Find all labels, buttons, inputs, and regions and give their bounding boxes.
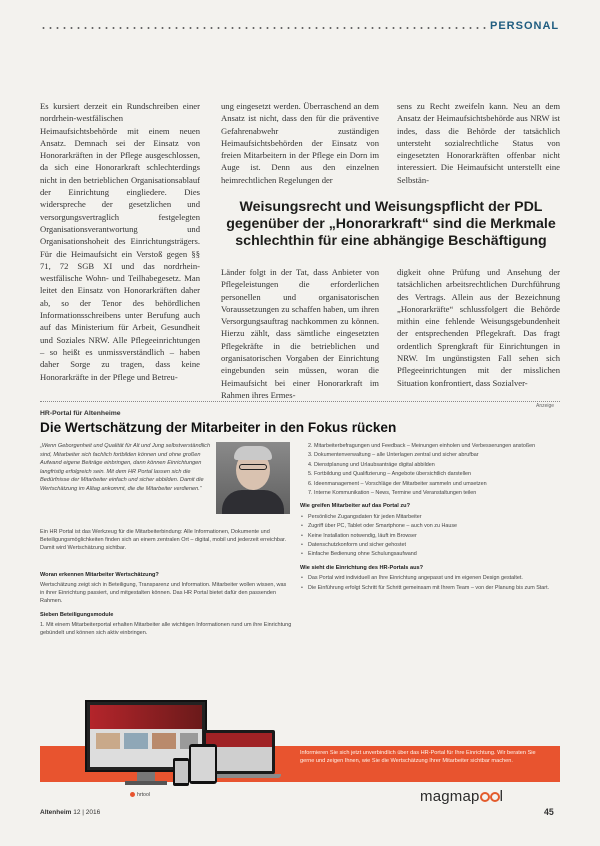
footer-magazine: Altenheim 12 | 2016 (40, 809, 101, 816)
ad-headline: Die Wertschätzung der Mitarbeiter in den Fokus rücken (40, 420, 397, 435)
ad-paragraph-1: Ein HR Portal ist das Werkzeug für die Mitarbeiterbindung: Alle Informationen, Dokumente und Beteiligungsmöglichkeiten finden sich an einem zentralen Ort – digital, mobil und jederzeit erreichbar. Damit wird Wertschätzung sichtbar. (40, 529, 287, 551)
list-item: 3. Dokumentenverwaltung – alle Unterlagen zentral und sicher abrufbar (308, 452, 479, 459)
ad-paragraph-2: Wertschätzung zeigt sich in Beteiligung, Transparenz und Information. Mitarbeiter wollen wissen, was in ihrer Einrichtung passiert, und mitgestalten können. Das HR Portal bietet dafür den passenden Rahmen. (40, 582, 287, 604)
article-column-3: sens zu Recht zweifeln kann. Neu an dem Ansatz der Heimaufsichtsbehörde aus NRW ist indes, dass die Behörde der tatsächlich untersteht sozialrechtliche Status von eingesetzten Honorarkräften offenbar nicht interessiert. Die Heimaufsicht unterstellt eine Selbstän- (397, 101, 560, 185)
module-list (300, 442, 562, 497)
list-item: • Persönliche Zugangsdaten für jeden Mitarbeiter (300, 513, 562, 521)
ad-divider (40, 401, 560, 402)
list-item: 4. Dienstplanung und Urlaubsanträge digital abbilden (308, 461, 435, 468)
article-column-2: ung eingesetzt werden. Überraschend an dem Ansatz ist nicht, dass den für die präventive Gefahrenabwehr zuständigen Heimaufsichtsbehörden der Einsatz von freien Mitarbeitern in der Pflege ein Dorn im Auge ist. Denn aus den einzelnen heimrechtlichen Regelungen der (221, 101, 379, 185)
list-item: • Zugriff über PC, Tablet oder Smartphone – auch von zu Hause (300, 522, 562, 530)
article-column-1: Es kursiert derzeit ein Rundschreiben einer nordrhein-westfälischen Heimaufsichtsbehörde mit einem neuen Ansatz. Demnach sei der Einsatz von Honorarkräften in der Pflege ausgeschlossen, da sich eine Honorarkraft schlechterdings nicht in den betrieblichen Organisationsablauf der Einrichtung eingliedere. Dies widerspreche der gesetzlichen und versorgungsvertraglich festgelegten Organisationsverantwortung und Organisationshoheit des Einrichtungsträgers. Für die Heimaufsicht ein Verstoß gegen §§ 71, 72 SGB XI und das nordrhein-westfälische Wohn- und Teilhabegesetz. Man leitet den Einsatz von Honorarkräften daher ab, so der Tenor des behördlichen Informationsschreibens unter Berufung auch auf das Ministerium für Arbeit, Gesundheit und Soziales NRW. Alle Pflegeeinrichtungen – so heißt es unmissverständlich – haben daher Sorge zu tragen, dass keine Honorarkräfte in der Pflege und Betreu- (40, 101, 200, 382)
ad-label: Anzeige (536, 403, 555, 409)
hrtool-logo: hrtool (130, 792, 150, 798)
magmapool-logo: magmap l (420, 788, 504, 805)
list-item: 7. Interne Kommunikation – News, Termine und Veranstaltungen teilen (308, 490, 477, 497)
section-label: PERSONAL (490, 20, 560, 32)
list-item: • Datenschutzkonform und sicher gehostet (300, 541, 562, 549)
portrait-photo (216, 442, 290, 514)
list-item: 2. Mitarbeiterbefragungen und Feedback – Meinungen einholen und Verbesserungen anstoßen (308, 443, 536, 449)
ad-kicker: HR-Portal für Altenheime (40, 410, 121, 417)
ad-subheading-4: Wie sieht die Einrichtung des HR-Portals aus? (300, 564, 424, 571)
article-column-2-lower: Länder folgt in der Tat, dass Anbieter von Pflegeleistungen die erforderlichen personellen und organisatorischen Voraussetzungen zu schaffen haben, um ihren Versorgungsauftrag nachkommen zu können. Hierzu zählt, dass sämtliche eingesetzten Pflegekräfte in die betrieblichen und organisatorischen Vorgaben der Einrichtung eingebunden sein müssen, woran die Heimaufsicht bei einer Honorarkraft im Rahmen ihres Ermes- (221, 267, 379, 400)
ad-subheading-2: Sieben Beteiligungsmodule (40, 612, 114, 618)
list-item: 6. Ideenmanagement – Vorschläge der Mitarbeiter sammeln und umsetzen (308, 480, 487, 487)
access-bullet-list (300, 513, 562, 559)
list-item: 5. Fortbildung und Qualifizierung – Angebote übersichtlich darstellen (308, 471, 472, 478)
list-item: • Keine Installation notwendig, läuft im Browser (300, 532, 562, 540)
list-item: • Einfache Bedienung ohne Schulungsaufwand (300, 550, 562, 558)
ad-right-column (300, 442, 562, 593)
device-mockup-image (85, 700, 285, 790)
list-item: • Die Einführung erfolgt Schritt für Schritt gemeinsam mit Ihrem Team – von der Planung bis zum Start. (300, 584, 562, 592)
ad-subheading-3: Wie greifen Mitarbeiter auf das Portal zu? (300, 503, 410, 510)
tablet-image (189, 744, 217, 784)
page-number: 45 (544, 807, 554, 817)
ad-call-to-action: Informieren Sie sich jetzt unverbindlich über das HR-Portal für Ihre Einrichtung. Wir beraten Sie gerne und zeigen Ihnen, wie Sie die Wertschätzung Ihrer Mitarbeiter sichtbar machen. (300, 750, 536, 765)
list-item: • Das Portal wird individuell an Ihre Einrichtung angepasst und im eigenen Design gestaltet. (300, 574, 562, 582)
setup-bullet-list (300, 574, 562, 592)
article-pull-headline: Weisungsrecht und Weisungspflicht der PDL gegenüber der „Honorarkraft“ sind die Merkmale schlechthin für eine abhängige Beschäftigung (226, 199, 556, 249)
ad-subheading-1: Woran erkennen Mitarbeiter Wertschätzung? (40, 572, 159, 578)
phone-image (173, 758, 189, 786)
ad-paragraph-3: 1. Mit einem Mitarbeiterportal erhalten Mitarbeiter alle wichtigen Informationen rund um ihre Einrichtung gebündelt und können sich aktiv einbringen. (40, 622, 292, 636)
ad-quote: „Wenn Geborgenheit und Qualität für Alt und Jung selbstverständlich sind, Mitarbeiter sich fachlich fortbilden können und ohne großen Aufwand eigene Beiträge einbringen, dann können Einrichtungen langfristig erfolgreich sein. Mit dem HR Portal lassen sich die Bedürfnisse der Mitarbeiter einfach und sicher abbilden. Damit die Wertschätzung im Alltag ankommt, die die Mitarbeiter verdienen.“ (40, 443, 211, 492)
article-column-3-lower: digkeit ohne Prüfung und Ansehung der tatsächlichen arbeitsrechtlichen Durchführung des Vertrags. Allein aus der Bezeichnung „Honorarkräfte“ schlussfolgert die Behörde mithin eine fehlende Weisungsgebundenheit der entsprechenden Pflegekraft. Das fragt ordentlich Sprengkraft für Einrichtungen in NRW. Im ungünstigsten Fall sehen sich Pflegeeinrichtungen mit der misslichen Situation konfrontiert, dass Sozialver- (397, 267, 560, 388)
header-dot-rule (40, 27, 488, 29)
